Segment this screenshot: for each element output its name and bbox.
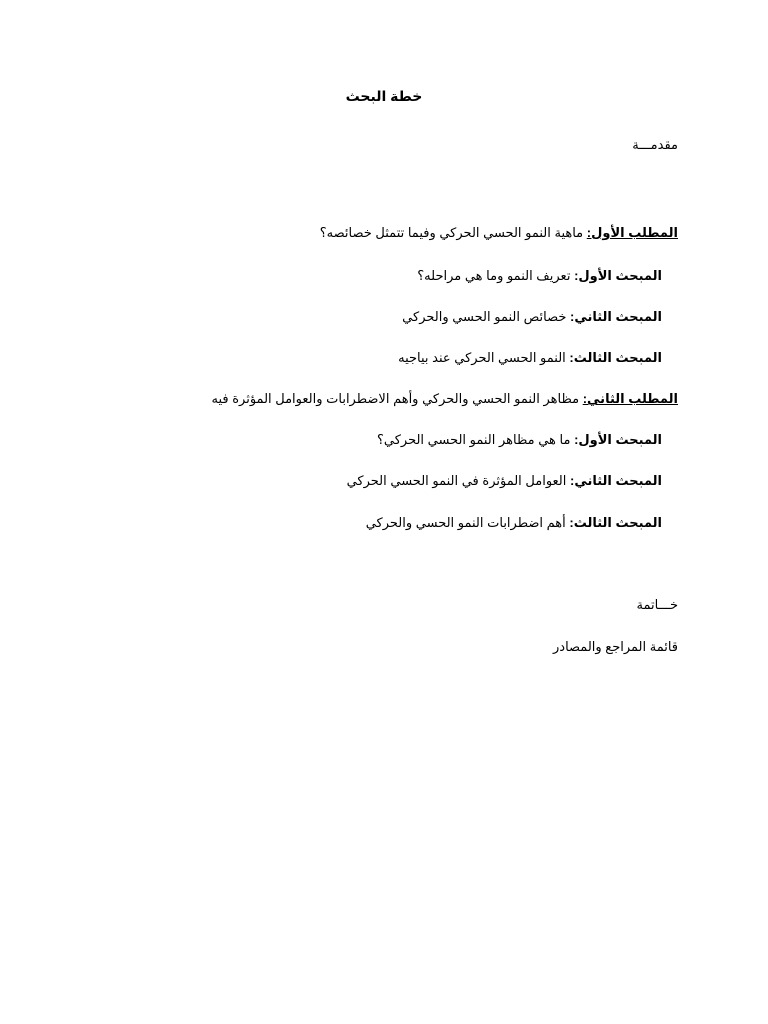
item-label: المبحث الثاني: (570, 473, 662, 488)
section-2-item-3 (366, 514, 662, 532)
references-heading: قائمة المراجع والمصادر (553, 639, 678, 654)
section-2-item-2 (347, 472, 662, 490)
section-1-item-3 (398, 349, 662, 367)
conclusion-heading: خـــاتمة (636, 597, 678, 612)
item-label: المبحث الثاني: (570, 309, 662, 324)
section-1-label: المطلب الأول: (586, 225, 678, 240)
section-1-text: ماهية النمو الحسي الحركي وفيما تتمثل خصائصه؟ (319, 225, 587, 240)
page-title: خطة البحث (345, 88, 423, 104)
item-label: المبحث الأول: (574, 268, 662, 283)
item-text: خصائص النمو الحسي والحركي (402, 309, 570, 324)
section-2-text: مظاهر النمو الحسي والحركي وأهم الاضطرابات والعوامل المؤثرة فيه (211, 391, 583, 406)
section-2-heading (212, 390, 678, 408)
section-1-item-2 (402, 308, 662, 326)
item-label: المبحث الثالث: (569, 350, 662, 365)
section-2-label: المطلب الثاني: (582, 391, 678, 406)
intro-heading: مقدمـــة (632, 137, 678, 152)
section-2-item-1 (377, 431, 662, 449)
item-text: ما هي مظاهر النمو الحسي الحركي؟ (376, 432, 575, 447)
item-text: النمو الحسي الحركي عند بياجيه (398, 350, 570, 365)
section-1-heading (320, 224, 678, 242)
section-1-item-1 (417, 267, 662, 285)
item-text: أهم اضطرابات النمو الحسي والحركي (365, 515, 570, 530)
item-label: المبحث الثالث: (569, 515, 662, 530)
item-text: تعريف النمو وما هي مراحله؟ (417, 268, 575, 283)
item-label: المبحث الأول: (574, 432, 662, 447)
item-text: العوامل المؤثرة في النمو الحسي الحركي (346, 473, 570, 488)
